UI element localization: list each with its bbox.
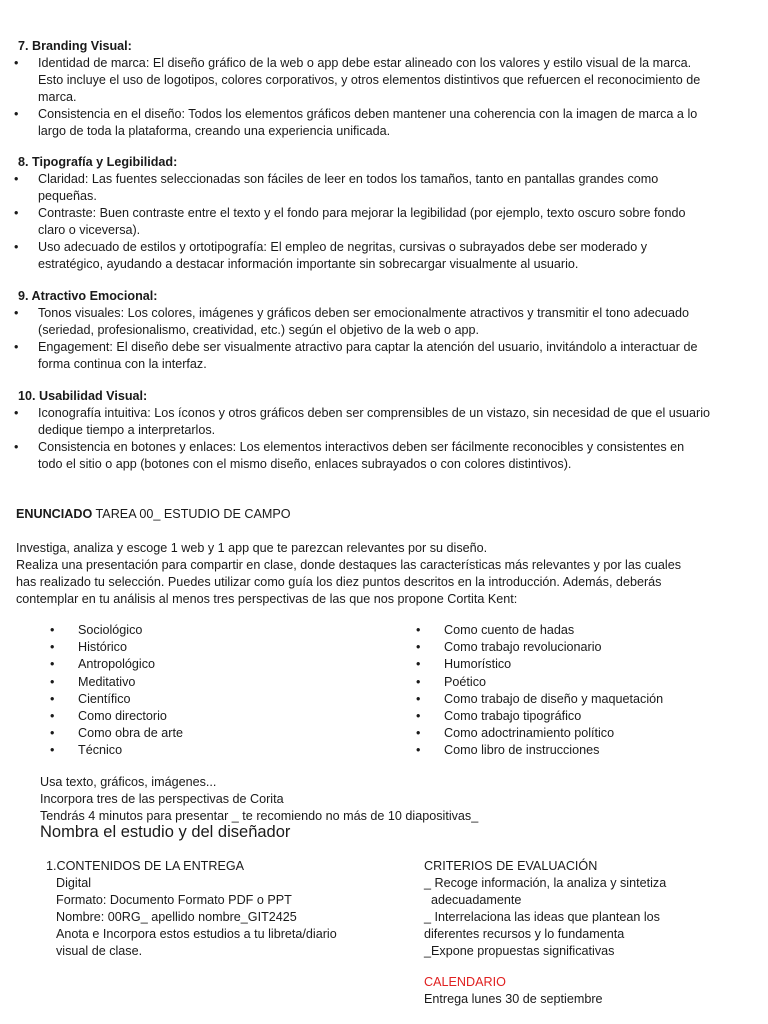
- list-item: • Como trabajo revolucionario: [416, 640, 602, 655]
- bullet-icon: •: [14, 240, 19, 254]
- list-item: • Como libro de instrucciones: [416, 743, 600, 758]
- bullet-icon: •: [416, 657, 421, 672]
- intro-paragraph: Investiga, analiza y escoge 1 web y 1 app que te parezcan relevantes por su diseño. Realiza una presentación para compartir en clase, donde destaques las características más relevantes y por las cuales has realizado tu selección. Puedes utilizar como guía los diez puntos descritos en la introducción. Además, deberás contemplar en tu análisis al menos tres perspectivas de las que nos propone Cortita Kent:: [16, 541, 682, 606]
- list-item: • Histórico: [50, 640, 127, 655]
- section-heading: 8. Tipografía y Legibilidad:: [18, 155, 178, 169]
- list-item: • Consistencia en botones y enlaces: Los elementos interactivos deben ser fácilmente reconocibles y consistentes en todo el sitio o app (botones con el mismo diseño, enlaces subrayados o con colores distintivos).: [14, 440, 685, 471]
- list-item: • Consistencia en el diseño: Todos los elementos gráficos deben mantener una coherencia con la imagen de marca a lo largo de toda la plataforma, creando una experiencia unificada.: [14, 107, 698, 138]
- criterios-title: CRITERIOS DE EVALUACIÓN: [424, 859, 598, 873]
- bullet-icon: •: [416, 674, 421, 689]
- list-item: • Técnico: [50, 743, 123, 758]
- bullet-icon: •: [50, 674, 55, 689]
- list-item: • Identidad de marca: El diseño gráfico de la web o app debe estar alineado con los valores y estilo visual de la marca. Esto incluye el uso de logotipos, colores corporativos, y otros elementos distintivos que refuercen el reconocimiento de marca.: [14, 56, 701, 104]
- list-item: • Engagement: El diseño debe ser visualmente atractivo para captar la atención del usuario, invitándolo a interactuar de forma continua con la interfaz.: [14, 340, 698, 371]
- list-item: • Contraste: Buen contraste entre el texto y el fondo para mejorar la legibilidad (por ejemplo, texto oscuro sobre fondo claro o viceversa).: [14, 206, 686, 237]
- subheading: Nombra el estudio y del diseñador: [40, 823, 291, 841]
- list-item: • Como obra de arte: [50, 726, 184, 741]
- bullet-icon: •: [14, 406, 19, 420]
- list-item: • Meditativo: [50, 674, 136, 689]
- enunciado-bold: ENUNCIADO: [16, 507, 93, 521]
- perspectives-left-list: [50, 622, 370, 760]
- contenidos-title: 1.CONTENIDOS DE LA ENTREGA: [46, 859, 245, 873]
- list-item: • Como trabajo de diseño y maquetación: [416, 691, 664, 706]
- list-item: • Científico: [50, 691, 131, 706]
- list-item: • Como cuento de hadas: [416, 623, 575, 637]
- calendario-date: Entrega lunes 30 de septiembre: [424, 992, 603, 1006]
- enunciado-title: [16, 506, 756, 523]
- list-item: • Uso adecuado de estilos y ortotipografía: El empleo de negritas, cursivas o subrayados debe ser moderado y estratégico, ayudando a destacar información importante sin sobrecargar visualmente al usuario.: [14, 240, 648, 271]
- section-heading: 7. Branding Visual:: [18, 39, 132, 53]
- bullet-icon: •: [50, 691, 55, 706]
- list-item: • Como adoctrinamiento político: [416, 726, 615, 741]
- list-item: • Tonos visuales: Los colores, imágenes y gráficos deben ser emocionalmente atractivos y transmitir el tono adecuado (seriedad, profesionalismo, creatividad, etc.) según el objetivo de la web o app.: [14, 306, 690, 337]
- calendario-block: [424, 974, 603, 1008]
- bullet-icon: •: [416, 708, 421, 723]
- list-item: • Humorístico: [416, 657, 512, 672]
- list-item: • Claridad: Las fuentes seleccionadas son fáciles de leer en todos los tamaños, tanto en pantallas grandes como pequeñas.: [14, 172, 659, 203]
- enunciado-rest: TAREA 00_ ESTUDIO DE CAMPO: [92, 507, 291, 521]
- notes-block: Usa texto, gráficos, imágenes... Incorpora tres de las perspectivas de Corita Tendrás 4 minutos para presentar _ te recomiendo no más de 10 diapositivas_: [40, 775, 479, 823]
- criterios-block: CRITERIOS DE EVALUACIÓN _ Recoge información, la analiza y sintetiza adecuadamente _ Interrelaciona las ideas que plantean los diferentes recursos y lo fundamenta _Expone propuestas significativas: [424, 859, 667, 958]
- list-item: • Sociológico: [50, 623, 143, 637]
- list-item: • Como trabajo tipográfico: [416, 708, 582, 723]
- bullet-icon: •: [416, 623, 421, 637]
- bullet-icon: •: [416, 743, 421, 758]
- section-tipografia: [14, 154, 754, 273]
- bullet-icon: •: [50, 623, 55, 637]
- bullet-icon: •: [14, 172, 19, 186]
- list-item: • Iconografía intuitiva: Los íconos y otros gráficos deben ser comprensibles de un vistazo, sin necesidad de que el usuario dedique tiempo a interpretarlos.: [14, 406, 711, 437]
- bullet-icon: •: [14, 206, 19, 220]
- section-branding-visual: [14, 38, 754, 140]
- bullet-icon: •: [14, 306, 19, 320]
- bullet-icon: •: [14, 107, 19, 121]
- list-item: • Antropológico: [50, 657, 156, 672]
- bullet-icon: •: [50, 743, 55, 758]
- contenidos-block: 1.CONTENIDOS DE LA ENTREGA Digital Formato: Documento Formato PDF o PPT Nombre: 00RG_ apellido nombre_GIT2425 Anota e Incorpora estos estudios a tu libreta/diario visual de clase.: [46, 859, 337, 958]
- section-heading: 10. Usabilidad Visual:: [18, 389, 148, 403]
- bullet-icon: •: [416, 640, 421, 655]
- section-atractivo-emocional: [14, 288, 754, 373]
- bullet-icon: •: [416, 691, 421, 706]
- bullet-icon: •: [416, 726, 421, 741]
- list-item: • Poético: [416, 674, 487, 689]
- bullet-icon: •: [14, 440, 19, 454]
- bullet-icon: •: [14, 56, 19, 70]
- section-heading: 9. Atractivo Emocional:: [18, 289, 158, 303]
- section-usabilidad-visual: [14, 388, 754, 473]
- perspectives-right-list: [416, 622, 756, 760]
- bullet-icon: •: [50, 657, 55, 672]
- bullet-icon: •: [14, 340, 19, 354]
- bullet-icon: •: [50, 726, 55, 741]
- calendario-title: CALENDARIO: [424, 975, 506, 989]
- bullet-icon: •: [50, 640, 55, 655]
- bullet-icon: •: [50, 708, 55, 723]
- list-item: • Como directorio: [50, 708, 167, 723]
